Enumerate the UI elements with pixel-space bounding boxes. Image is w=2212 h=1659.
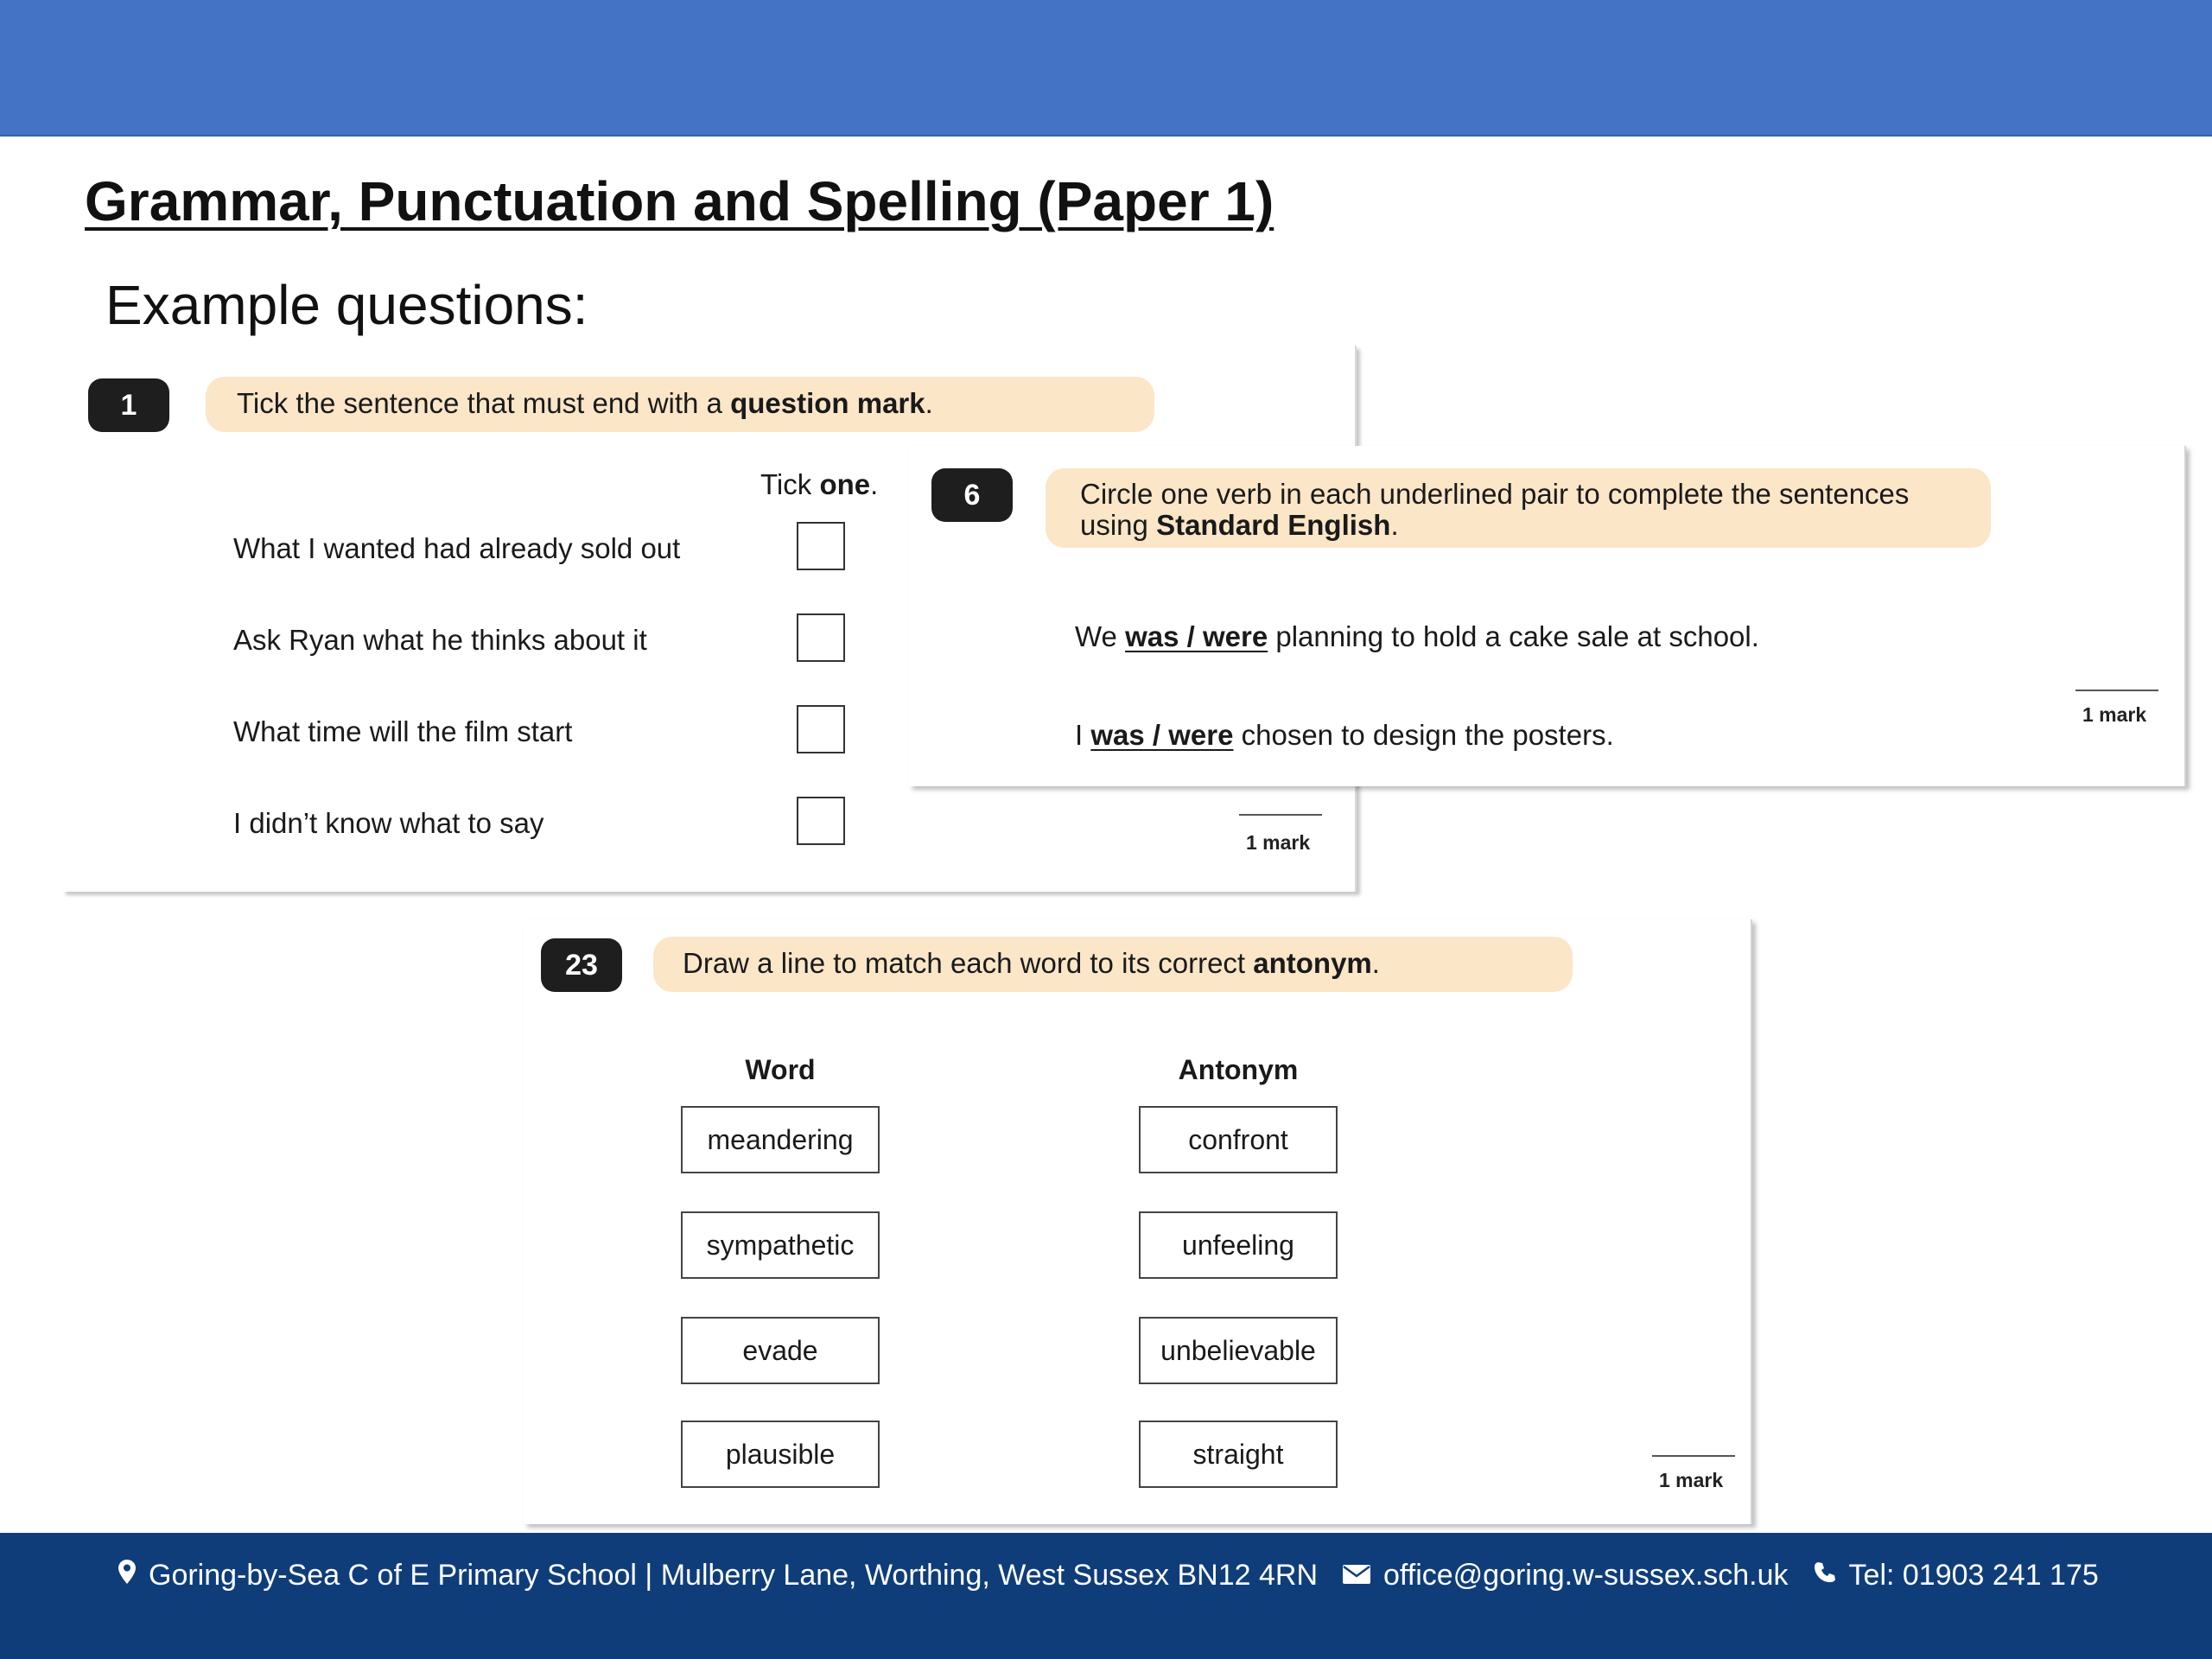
mark-line (2075, 690, 2158, 691)
antonym-box[interactable]: unfeeling (1139, 1211, 1338, 1279)
slide-subtitle: Example questions: (105, 274, 588, 336)
sentence-1: We was / were planning to hold a cake sale at school. (1075, 620, 1759, 652)
word-box[interactable]: meandering (681, 1106, 880, 1173)
sentence-2: I was / were chosen to design the posters. (1075, 719, 1614, 751)
footer (0, 1533, 2212, 1659)
option-3-text: What time will the film start (233, 715, 573, 747)
antonym-column-heading: Antonym (1178, 1054, 1299, 1085)
prompt-keyword: question mark (730, 387, 925, 419)
option-1-checkbox[interactable] (797, 522, 845, 570)
mark-label: 1 mark (1246, 831, 1311, 854)
antonym-box[interactable]: confront (1139, 1106, 1338, 1173)
phone-icon (1813, 1559, 1837, 1592)
option-3-checkbox[interactable] (797, 705, 845, 753)
footer-email[interactable]: office@goring.w-sussex.sch.uk (1383, 1559, 1789, 1592)
slide-title: Grammar, Punctuation and Spelling (Paper 1) (85, 170, 1274, 232)
word-box[interactable]: sympathetic (681, 1211, 880, 1279)
footer-contact (118, 1559, 2099, 1592)
mark-label: 1 mark (1659, 1469, 1724, 1491)
envelope-icon (1342, 1559, 1371, 1592)
option-1-text: What I wanted had already sold out (233, 532, 681, 564)
word-box[interactable]: evade (681, 1317, 880, 1384)
footer-school-address: Goring-by-Sea C of E Primary School | Mulberry Lane, Worthing, West Sussex BN12 4RN (149, 1559, 1318, 1592)
antonym-box[interactable]: unbelievable (1139, 1317, 1338, 1384)
question-6-card (909, 446, 2186, 786)
question-23-number: 23 (541, 938, 622, 992)
footer-phone[interactable]: Tel: 01903 241 175 (1848, 1559, 2099, 1592)
option-2-checkbox[interactable] (797, 613, 845, 662)
word-column-heading: Word (745, 1054, 816, 1085)
question-6-prompt: Circle one verb in each underlined pair to complete the sentences using Standard English. (1046, 468, 1991, 548)
option-4-text: I didn’t know what to say (233, 807, 544, 839)
location-pin-icon (118, 1559, 137, 1592)
question-6-number: 6 (931, 468, 1013, 522)
option-2-text: Ask Ryan what he thinks about it (233, 624, 647, 656)
question-1-number: 1 (88, 378, 169, 432)
header-band (0, 0, 2212, 137)
antonym-box[interactable]: straight (1139, 1421, 1338, 1488)
tick-one-label: Tick one. (760, 468, 879, 500)
prompt-keyword: antonym (1253, 947, 1372, 979)
mark-line (1652, 1455, 1735, 1457)
verb-choice-1[interactable]: was / were (1125, 620, 1268, 652)
option-4-checkbox[interactable] (797, 797, 845, 845)
question-23-card (524, 919, 1752, 1524)
mark-label: 1 mark (2082, 703, 2147, 726)
verb-choice-2[interactable]: was / were (1090, 719, 1234, 751)
question-1-prompt: Tick the sentence that must end with a question mark. (206, 377, 1154, 432)
mark-line (1239, 814, 1322, 816)
word-box[interactable]: plausible (681, 1421, 880, 1488)
question-23-prompt: Draw a line to match each word to its correct antonym. (653, 937, 1573, 992)
